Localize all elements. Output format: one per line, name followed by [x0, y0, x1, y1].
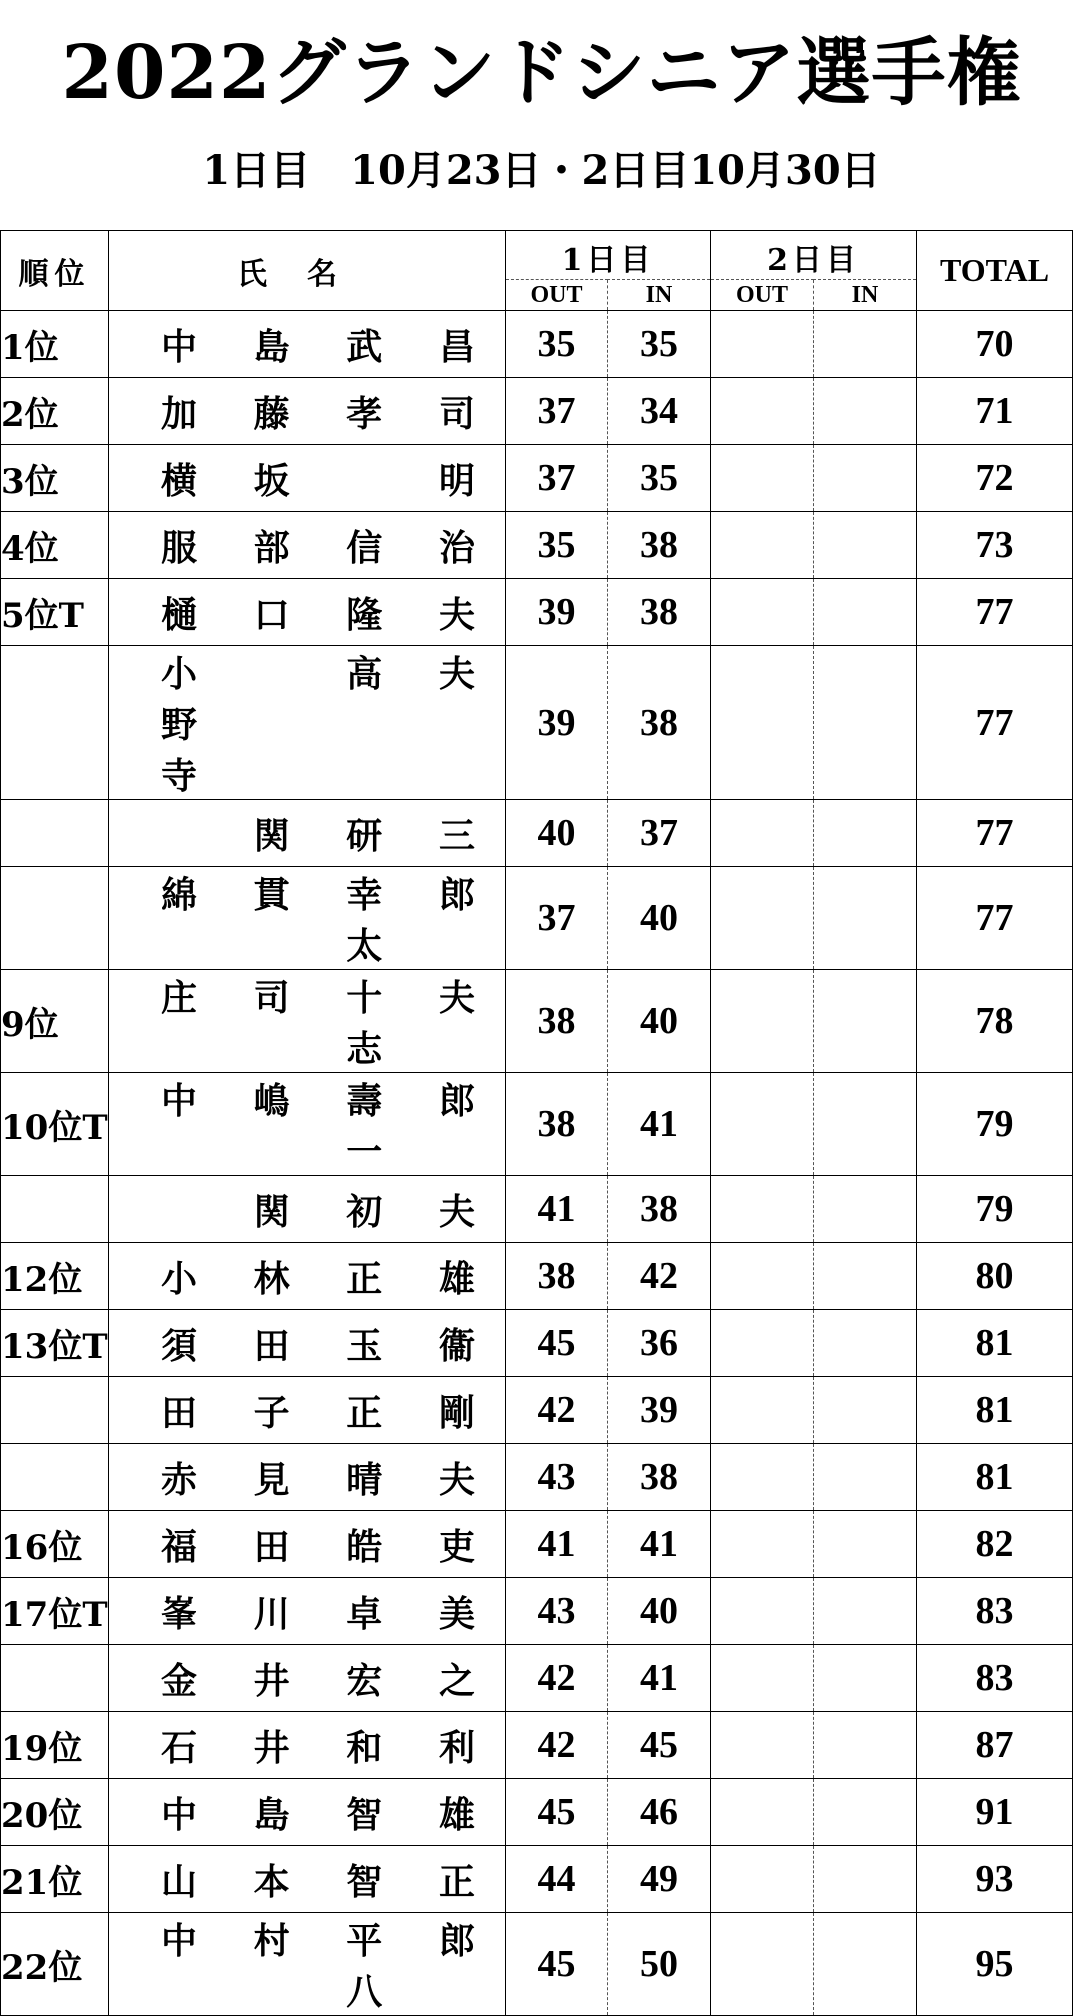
day2-out-cell [711, 311, 814, 378]
day1-in-cell: 40 [608, 970, 711, 1073]
header-rank: 順位 [1, 231, 109, 311]
day1-in-cell: 41 [608, 1645, 711, 1712]
name-char: 初 [346, 1190, 383, 1233]
total-cell: 77 [917, 800, 1073, 867]
header-day2-in: IN [814, 280, 917, 311]
name-cell [109, 1712, 506, 1779]
total-cell: 83 [917, 1645, 1073, 1712]
day1-out-cell: 43 [506, 1444, 608, 1511]
day1-out-cell: 39 [506, 579, 608, 646]
day1-in-cell: 34 [608, 378, 711, 445]
name-char: 三 [438, 814, 475, 857]
name-char: 治 [438, 526, 475, 569]
name-char: 島 [253, 325, 290, 368]
name-char: 服 [160, 526, 197, 569]
day2-out-cell [711, 1444, 814, 1511]
name-char: 美 [438, 1592, 475, 1635]
name-char: 信 [346, 526, 383, 569]
name-char: 田 [160, 1391, 197, 1434]
day1-out-cell: 41 [506, 1176, 608, 1243]
day1-in-cell: 38 [608, 646, 711, 800]
name-char: 赤 [160, 1458, 197, 1501]
day2-out-cell [711, 1243, 814, 1310]
name-char: 平八 [346, 1920, 383, 2013]
name-char: 智 [346, 1793, 383, 1836]
day2-out-cell [711, 512, 814, 579]
day1-in-cell: 38 [608, 512, 711, 579]
name-char: 夫 [438, 977, 475, 1019]
name-cell [109, 1073, 506, 1176]
name-char: 須 [160, 1324, 197, 1367]
name-char: 夫 [438, 1190, 475, 1233]
name-char: 横 [160, 459, 197, 502]
name-char: 金 [160, 1659, 197, 1702]
day1-in-cell: 35 [608, 311, 711, 378]
day2-in-cell [814, 1712, 917, 1779]
total-cell: 73 [917, 512, 1073, 579]
name-char: 小 [160, 1257, 197, 1300]
total-cell: 81 [917, 1310, 1073, 1377]
name-char: 井 [253, 1726, 290, 1769]
name-char: 貫 [253, 874, 290, 916]
total-cell: 70 [917, 311, 1073, 378]
name-char [252, 646, 292, 799]
name-char: 明 [438, 459, 475, 502]
rank-cell [1, 646, 109, 800]
header-day2-out: OUT [711, 280, 814, 311]
day1-in-cell: 38 [608, 1176, 711, 1243]
day1-out-cell: 40 [506, 800, 608, 867]
name-cell [109, 1310, 506, 1377]
day2-in-cell [814, 1176, 917, 1243]
table-row [1, 970, 1073, 1073]
rank-cell [1, 1176, 109, 1243]
header-day1-out: OUT [506, 280, 608, 311]
results-body [1, 311, 1073, 2016]
name-char: 林 [253, 1257, 290, 1300]
total-cell: 93 [917, 1846, 1073, 1913]
name-char: 見 [253, 1458, 290, 1501]
table-row [1, 311, 1073, 378]
name-char: 晴 [346, 1458, 383, 1501]
name-char: 山 [160, 1860, 197, 1903]
day1-out-cell: 42 [506, 1645, 608, 1712]
day1-in-cell: 41 [608, 1073, 711, 1176]
name-char: 十志 [346, 977, 383, 1070]
name-char: 武 [346, 325, 383, 368]
total-cell: 95 [917, 1913, 1073, 2016]
total-cell: 79 [917, 1073, 1073, 1176]
rank-cell: 17位T [1, 1578, 109, 1645]
name-cell [109, 800, 506, 867]
table-row [1, 1712, 1073, 1779]
page-title: 2022グランドシニア選手権 [61, 30, 1022, 116]
name-char: 之 [438, 1659, 475, 1702]
table-row [1, 1779, 1073, 1846]
table-row [1, 378, 1073, 445]
name-cell [109, 1377, 506, 1444]
name-char: 夫 [438, 1458, 475, 1501]
name-cell [109, 867, 506, 970]
name-char: 吏 [438, 1525, 475, 1568]
table-row [1, 512, 1073, 579]
name-char: 加 [160, 392, 197, 435]
name-char: 石 [160, 1726, 197, 1769]
header-total: TOTAL [917, 231, 1073, 311]
rank-cell: 9位 [1, 970, 109, 1073]
day1-out-cell: 37 [506, 378, 608, 445]
day1-in-cell: 45 [608, 1712, 711, 1779]
name-char: 中 [160, 325, 197, 368]
rank-cell: 22位 [1, 1913, 109, 2016]
day2-out-cell [711, 1377, 814, 1444]
name-cell [109, 1243, 506, 1310]
day1-out-cell: 43 [506, 1578, 608, 1645]
table-row [1, 1913, 1073, 2016]
day2-out-cell [711, 579, 814, 646]
table-row [1, 579, 1073, 646]
day1-in-cell: 40 [608, 867, 711, 970]
table-row [1, 1645, 1073, 1712]
total-cell: 87 [917, 1712, 1073, 1779]
rank-cell [1, 800, 109, 867]
name-char [159, 808, 199, 859]
rank-cell: 1位 [1, 311, 109, 378]
day1-out-cell: 38 [506, 970, 608, 1073]
day2-in-cell [814, 1377, 917, 1444]
table-row [1, 1846, 1073, 1913]
name-char: 衞 [438, 1324, 475, 1367]
name-char: 司 [253, 977, 290, 1019]
name-cell [109, 512, 506, 579]
day1-in-cell: 36 [608, 1310, 711, 1377]
day1-in-cell: 50 [608, 1913, 711, 2016]
name-char: 村 [253, 1920, 290, 1962]
name-char: 卓 [346, 1592, 383, 1635]
name-char: 壽一 [346, 1080, 383, 1173]
name-char: 和 [346, 1726, 383, 1769]
day2-out-cell [711, 1578, 814, 1645]
rank-cell [1, 867, 109, 970]
name-char: 智 [346, 1860, 383, 1903]
name-char: 坂 [253, 459, 290, 502]
name-char: 中 [160, 1920, 197, 1962]
name-char: 田 [253, 1525, 290, 1568]
day1-out-cell: 44 [506, 1846, 608, 1913]
table-row [1, 1310, 1073, 1377]
header-day1-in: IN [608, 280, 711, 311]
total-cell: 72 [917, 445, 1073, 512]
table-row [1, 867, 1073, 970]
name-char: 司 [438, 392, 475, 435]
day1-in-cell: 40 [608, 1578, 711, 1645]
total-cell: 77 [917, 579, 1073, 646]
day2-out-cell [711, 867, 814, 970]
day1-in-cell: 49 [608, 1846, 711, 1913]
name-char: 関 [253, 814, 290, 857]
name-char: 綿 [160, 874, 197, 916]
rank-cell [1, 1444, 109, 1511]
name-char: 隆 [346, 593, 383, 636]
day2-in-cell [814, 970, 917, 1073]
day2-out-cell [711, 1310, 814, 1377]
header-day2: 2日目 [711, 231, 917, 280]
day1-out-cell: 45 [506, 1779, 608, 1846]
name-char: 川 [253, 1592, 290, 1635]
name-char: 郎 [438, 874, 475, 916]
day1-out-cell: 39 [506, 646, 608, 800]
name-char: 雄 [438, 1257, 475, 1300]
name-char: 正 [346, 1257, 383, 1300]
total-cell: 80 [917, 1243, 1073, 1310]
name-cell [109, 1846, 506, 1913]
name-cell [109, 445, 506, 512]
day1-in-cell: 37 [608, 800, 711, 867]
total-cell: 77 [917, 646, 1073, 800]
day1-out-cell: 38 [506, 1073, 608, 1176]
name-char: 夫 [438, 653, 475, 695]
name-char: 正 [346, 1391, 383, 1434]
name-cell [109, 1913, 506, 2016]
day2-out-cell [711, 1176, 814, 1243]
day1-out-cell: 37 [506, 867, 608, 970]
name-char: 小野寺 [160, 653, 197, 797]
name-cell [109, 970, 506, 1073]
name-char: 部 [253, 526, 290, 569]
day1-in-cell: 46 [608, 1779, 711, 1846]
day1-out-cell: 41 [506, 1511, 608, 1578]
day2-in-cell [814, 1645, 917, 1712]
rank-cell: 21位 [1, 1846, 109, 1913]
day1-out-cell: 42 [506, 1377, 608, 1444]
header-day1: 1日目 [506, 231, 711, 280]
day2-in-cell [814, 1511, 917, 1578]
name-cell [109, 1645, 506, 1712]
day2-in-cell [814, 1913, 917, 2016]
table-row [1, 646, 1073, 800]
total-cell: 71 [917, 378, 1073, 445]
name-char [344, 453, 384, 504]
name-cell [109, 1578, 506, 1645]
day1-out-cell: 35 [506, 311, 608, 378]
day2-in-cell [814, 800, 917, 867]
day2-in-cell [814, 579, 917, 646]
rank-cell: 20位 [1, 1779, 109, 1846]
name-char: 本 [253, 1860, 290, 1903]
day1-out-cell: 35 [506, 512, 608, 579]
day2-out-cell [711, 1846, 814, 1913]
page-subtitle: 1日目 10月23日・2日目10月30日 [202, 147, 881, 194]
name-char: 幸太 [346, 874, 383, 967]
table-row [1, 1511, 1073, 1578]
name-char: 皓 [346, 1525, 383, 1568]
name-char: 井 [253, 1659, 290, 1702]
table-row [1, 1578, 1073, 1645]
name-cell [109, 1779, 506, 1846]
day2-in-cell [814, 646, 917, 800]
day1-in-cell: 39 [608, 1377, 711, 1444]
day2-out-cell [711, 445, 814, 512]
name-char: 研 [346, 814, 383, 857]
name-cell [109, 579, 506, 646]
day2-in-cell [814, 512, 917, 579]
name-char: 中 [160, 1793, 197, 1836]
rank-cell: 2位 [1, 378, 109, 445]
day2-out-cell [711, 970, 814, 1073]
day2-out-cell [711, 378, 814, 445]
day2-out-cell [711, 1779, 814, 1846]
day1-in-cell: 42 [608, 1243, 711, 1310]
name-char: 雄 [438, 1793, 475, 1836]
name-char: 玉 [346, 1324, 383, 1367]
name-char: 峯 [160, 1592, 197, 1635]
rank-cell: 19位 [1, 1712, 109, 1779]
name-char: 嶋 [253, 1080, 290, 1122]
total-cell: 81 [917, 1377, 1073, 1444]
name-cell [109, 1444, 506, 1511]
rank-cell [1, 1377, 109, 1444]
total-cell: 78 [917, 970, 1073, 1073]
rank-cell: 13位T [1, 1310, 109, 1377]
table-row [1, 1444, 1073, 1511]
results-table [0, 230, 1073, 2016]
day2-out-cell [711, 1712, 814, 1779]
day2-in-cell [814, 1243, 917, 1310]
day1-out-cell: 45 [506, 1913, 608, 2016]
day2-in-cell [814, 1444, 917, 1511]
total-cell: 81 [917, 1444, 1073, 1511]
day1-out-cell: 37 [506, 445, 608, 512]
day1-out-cell: 42 [506, 1712, 608, 1779]
rank-cell: 3位 [1, 445, 109, 512]
day1-out-cell: 45 [506, 1310, 608, 1377]
total-cell: 82 [917, 1511, 1073, 1578]
name-char: 郎 [438, 1920, 475, 1962]
name-char: 宏 [346, 1659, 383, 1702]
name-char: 子 [253, 1391, 290, 1434]
day2-in-cell [814, 445, 917, 512]
day2-out-cell [711, 646, 814, 800]
day2-out-cell [711, 1073, 814, 1176]
rank-cell [1, 1645, 109, 1712]
day2-out-cell [711, 1913, 814, 2016]
table-row [1, 800, 1073, 867]
table-row [1, 1176, 1073, 1243]
rank-cell: 16位 [1, 1511, 109, 1578]
name-char: 中 [160, 1080, 197, 1122]
day2-out-cell [711, 1645, 814, 1712]
total-cell: 91 [917, 1779, 1073, 1846]
table-row [1, 1377, 1073, 1444]
name-cell [109, 646, 506, 800]
name-char: 夫 [438, 593, 475, 636]
table-row [1, 1243, 1073, 1310]
name-cell [109, 311, 506, 378]
day2-out-cell [711, 1511, 814, 1578]
rank-cell: 5位T [1, 579, 109, 646]
rank-cell: 10位T [1, 1073, 109, 1176]
name-cell [109, 1511, 506, 1578]
total-cell: 79 [917, 1176, 1073, 1243]
day2-in-cell [814, 311, 917, 378]
day2-in-cell [814, 378, 917, 445]
name-char: 剛 [438, 1391, 475, 1434]
name-char: 正 [438, 1860, 475, 1903]
name-char: 田 [253, 1324, 290, 1367]
table-row [1, 445, 1073, 512]
day2-in-cell [814, 1779, 917, 1846]
name-char: 藤 [253, 392, 290, 435]
header-name: 氏名 [109, 231, 506, 311]
name-char: 高 [346, 653, 383, 695]
name-char: 関 [253, 1190, 290, 1233]
table-row [1, 1073, 1073, 1176]
name-char: 昌 [438, 325, 475, 368]
day1-out-cell: 38 [506, 1243, 608, 1310]
day1-in-cell: 35 [608, 445, 711, 512]
day2-out-cell [711, 800, 814, 867]
rank-cell: 12位 [1, 1243, 109, 1310]
total-cell: 83 [917, 1578, 1073, 1645]
day2-in-cell [814, 1846, 917, 1913]
rank-cell: 4位 [1, 512, 109, 579]
name-char: 島 [253, 1793, 290, 1836]
day1-in-cell: 38 [608, 579, 711, 646]
day1-in-cell: 38 [608, 1444, 711, 1511]
name-char: 庄 [160, 977, 197, 1019]
day2-in-cell [814, 1578, 917, 1645]
name-char: 口 [253, 593, 290, 636]
total-cell: 77 [917, 867, 1073, 970]
name-char: 孝 [346, 392, 383, 435]
name-cell [109, 1176, 506, 1243]
day1-in-cell: 41 [608, 1511, 711, 1578]
day2-in-cell [814, 1310, 917, 1377]
day2-in-cell [814, 1073, 917, 1176]
name-char: 福 [160, 1525, 197, 1568]
name-cell [109, 378, 506, 445]
name-char: 郎 [438, 1080, 475, 1122]
name-char: 利 [438, 1726, 475, 1769]
day2-in-cell [814, 867, 917, 970]
name-char: 樋 [160, 593, 197, 636]
name-char [159, 1184, 199, 1235]
